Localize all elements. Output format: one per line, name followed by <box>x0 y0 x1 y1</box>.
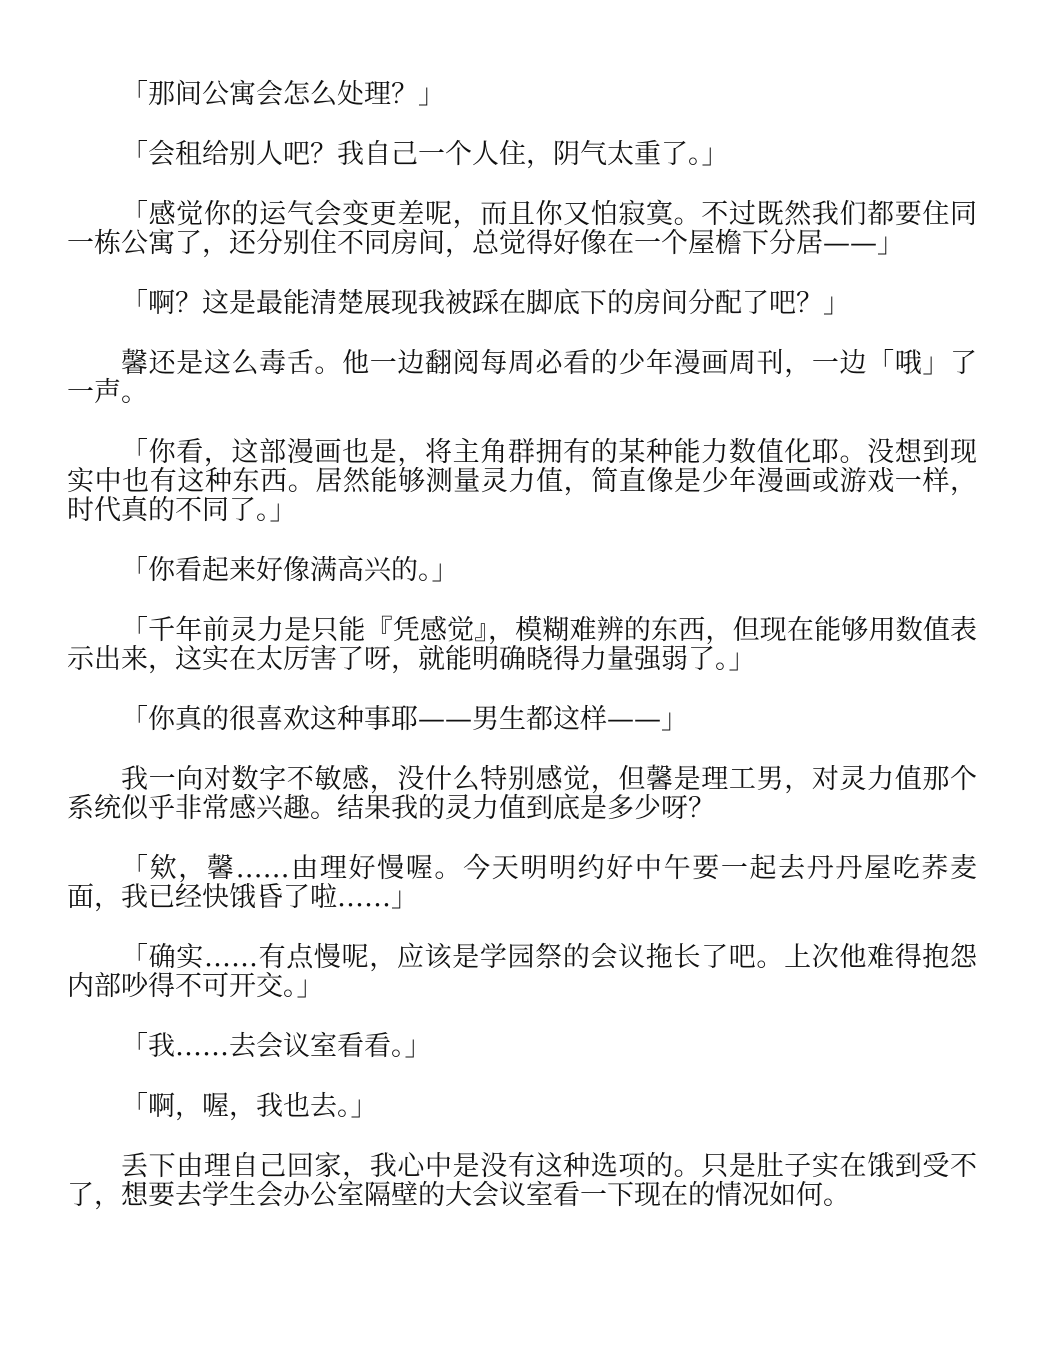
paragraph: 「啊，喔，我也去。」 <box>121 1091 378 1122</box>
paragraph: 我一向对数字不敏感，没什么特别感觉，但馨是理工男，对灵力值那个系统似乎非常感兴趣。结果我的灵力值到底是多少呀？ <box>67 764 977 824</box>
paragraph: 丢下由理自己回家，我心中是没有这种选项的。只是肚子实在饿到受不了，想要去学生会办公室隔壁的大会议室看一下现在的情况如何。 <box>67 1151 977 1211</box>
paragraph: 「你真的很喜欢这种事耶——男生都这样——」 <box>121 704 688 735</box>
paragraph: 「你看，这部漫画也是，将主角群拥有的某种能力数值化耶。没想到现实中也有这种东西。居然能够测量灵力值，简直像是少年漫画或游戏一样，时代真的不同了。」 <box>67 437 977 526</box>
paragraph: 「会租给别人吧？我自己一个人住，阴气太重了。」 <box>121 139 729 170</box>
paragraph: 「你看起来好像满高兴的。」 <box>121 555 459 586</box>
paragraph: 馨还是这么毒舌。他一边翻阅每周必看的少年漫画周刊，一边「哦」了一声。 <box>67 348 977 408</box>
paragraph: 「感觉你的运气会变更差呢，而且你又怕寂寞。不过既然我们都要住同一栋公寓了，还分别住不同房间，总觉得好像在一个屋檐下分居——」 <box>67 199 977 259</box>
paragraph: 「欸，馨……由理好慢喔。今天明明约好中午要一起去丹丹屋吃荞麦面，我已经快饿昏了啦……」 <box>67 853 977 913</box>
paragraph: 「我……去会议室看看。」 <box>121 1031 432 1062</box>
document-page <box>67 80 977 1241</box>
paragraph: 「千年前灵力是只能『凭感觉』，模糊难辨的东西，但现在能够用数值表示出来，这实在太厉害了呀，就能明确晓得力量强弱了。」 <box>67 615 977 675</box>
paragraph: 「啊？这是最能清楚展现我被踩在脚底下的房间分配了吧？」 <box>121 288 850 319</box>
paragraph: 「那间公寓会怎么处理？」 <box>121 79 445 110</box>
paragraph: 「确实……有点慢呢，应该是学园祭的会议拖长了吧。上次他难得抱怨内部吵得不可开交。」 <box>67 942 977 1002</box>
